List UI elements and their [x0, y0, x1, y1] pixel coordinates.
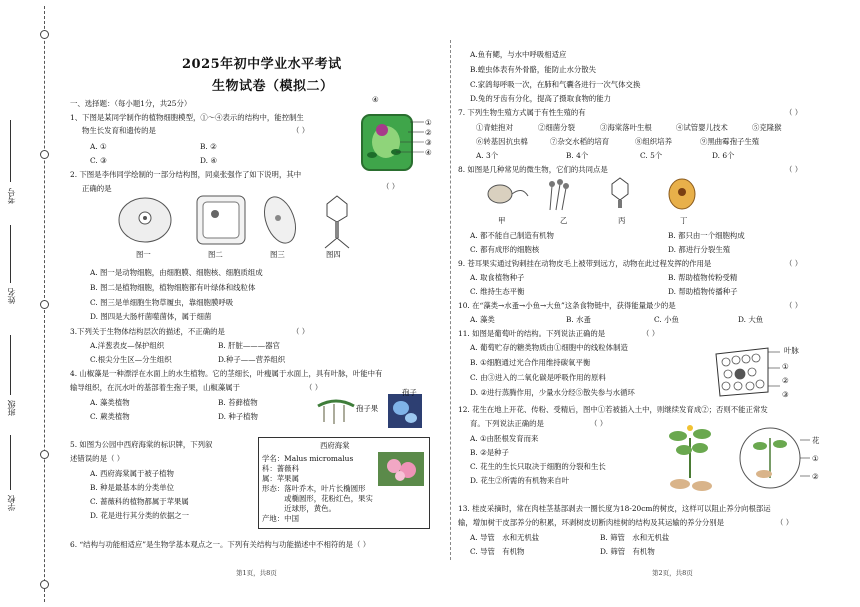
option: A. 3个 [476, 151, 499, 160]
page-divider [450, 40, 451, 560]
question-4-line: 输导组织，在沉水叶的基部着生孢子果，山椒藻属于 [70, 383, 240, 392]
school-label: 学校 [7, 495, 16, 511]
answer-bracket: （ ） [292, 126, 310, 135]
binding-hole [40, 30, 49, 39]
q7-item: ⑦杂交水稻的培育 [550, 137, 610, 146]
option: C. 5个 [640, 151, 663, 160]
microbe-label: 甲 [498, 216, 506, 225]
option: C. ③ [90, 156, 107, 165]
option: A. 葡萄贮存的糖类物质由①细胞中的线粒体制造 [470, 343, 628, 352]
option: B. 4个 [566, 151, 589, 160]
answer-bracket: （ ） [305, 383, 323, 392]
q7-item: ⑤克隆猴 [752, 123, 782, 132]
question-10: 10. 在“藻类→水蚤→小鱼→大鱼”这条食物链中，获得能量最少的是 [458, 301, 676, 310]
q7-item: ①青蛙抱对 [476, 123, 513, 132]
option: C. 花生的生长只取决于细胞的分裂和生长 [470, 462, 606, 471]
section-heading: 一、选择题：（每小题1分，共25分） [70, 99, 192, 108]
sign-line: 产地：中国 [262, 514, 299, 523]
question-9: 9. 苍耳果实通过钩刺挂在动物皮毛上被带到远方，动物在此过程发挥的作用是 [458, 259, 712, 268]
exam-no-line [10, 120, 11, 182]
peanut-plant-figure [660, 418, 810, 498]
question-11: 11. 如图是葡萄叶的结构。下列说法正确的是 [458, 329, 606, 338]
option: A. 藻类植物 [90, 398, 130, 407]
option: D. 图四是大肠杆菌噬菌体，属于细菌 [90, 312, 212, 321]
page-footer: 第2页，共8页 [652, 569, 693, 577]
answer-bracket: （ ） [785, 108, 803, 117]
question-13-line: 输，增加树干皮部养分的积累，环剥树皮切断肉桂树的结构及其运输的养分分别是 [458, 518, 725, 527]
school-line [10, 435, 11, 490]
option: A. ① [90, 142, 107, 151]
question-4-line: 4. 山椒藻是一种漂浮在水面上的水生植物。它的茎细长，叶瘦属于水面上，具有叶脉，叶能中有 [70, 369, 383, 378]
option: C. 小鱼 [654, 315, 679, 324]
option: D. 筛管 有机物 [600, 547, 655, 556]
question-1-line: 物生长发育和遗传的是 [82, 126, 156, 135]
question-3: 3.下列关于生物体结构层次的描述，不正确的是 [70, 327, 225, 336]
question-5-line: 5. 如图为公园中西府海棠的标识牌，下列叙 [70, 440, 213, 449]
option: A. ①由胚根发育而来 [470, 434, 539, 443]
option: D.兔的牙齿有分化，提高了摄取食物的能力 [470, 94, 612, 103]
exam-subtitle: 生物试卷（模拟二） [212, 79, 334, 94]
sign-line: 或椭圆形，花粉红色，果实 [262, 494, 373, 503]
class-line [10, 335, 11, 395]
binding-hole [40, 450, 49, 459]
answer-bracket: （ ） [785, 165, 803, 174]
option: A. 藻类 [470, 315, 495, 324]
option: D. 花是进行其分类的依据之一 [90, 511, 190, 520]
option: C. 维持生态平衡 [470, 287, 525, 296]
peanut-label: ① [812, 454, 819, 463]
q7-item: ③海棠落叶生根 [600, 123, 652, 132]
name-line [10, 225, 11, 283]
option: B. ②是种子 [470, 448, 509, 457]
sign-line: 形态：落叶乔木，叶片长椭圆形 [262, 484, 366, 493]
option: C.根尖分生区—分生组织 [90, 355, 172, 364]
answer-bracket: （ ） [292, 327, 310, 336]
option: D. 种子植物 [218, 412, 258, 421]
option: C.家鸽每呼吸一次，在肺和气囊各进行一次气体交换 [470, 80, 641, 89]
option: B. 都只由一个细胞构成 [668, 231, 745, 240]
class-label: 班级 [7, 400, 16, 416]
page-footer: 第1页，共8页 [236, 569, 277, 577]
q7-item: ⑨黑曲霉孢子生殖 [700, 137, 760, 146]
q7-item: ⑥转基因抗虫棉 [476, 137, 528, 146]
cell-label: ② [425, 128, 432, 137]
option: D. 帮助植物传播种子 [668, 287, 738, 296]
option: A. 图一是动物细胞，由细胞膜、细胞核、细胞质组成 [90, 268, 263, 277]
microbes-figure [470, 176, 700, 216]
answer-bracket: （ ） [785, 301, 803, 310]
cell-label: ① [425, 118, 432, 127]
option: C. 图三是单细胞生物草履虫，靠细胞膜呼吸 [90, 298, 234, 307]
leaf-label: ③ [782, 390, 789, 399]
option: D. 花生②所需的有机物来自叶 [470, 476, 570, 485]
leaf-label: 叶脉 [784, 346, 799, 355]
option: B. 水蚤 [566, 315, 591, 324]
exam-no-label: 考号 [7, 188, 16, 204]
question-13-line: 13. 桂皮采摘时，常在肉桂茎基部剥去一圈长度为18-20cm的树皮，这样可以阻止养分向根部运 [458, 504, 771, 513]
option: C. 导管 有机物 [470, 547, 525, 556]
flower-photo [378, 452, 424, 486]
figure-caption: 图三 [270, 250, 285, 259]
sign-line: 学名：Malus micromalus [262, 454, 354, 463]
option: B.蝗虫体表有外骨骼，能防止水分散失 [470, 65, 597, 74]
option: D. ④ [200, 156, 217, 165]
q7-item: ④试管婴儿技术 [676, 123, 728, 132]
figure-caption: 图二 [208, 250, 223, 259]
cell-label: ③ [425, 138, 432, 147]
q7-item: ②细菌分裂 [538, 123, 575, 132]
sign-line: 科：蔷薇科 [262, 464, 299, 473]
q7-item: ⑧组织培养 [635, 137, 672, 146]
option: B. 种是最基本的分类单位 [90, 483, 175, 492]
sign-title: 西府海棠 [320, 441, 350, 450]
option: B. ② [200, 142, 217, 151]
question-6: 6. “结构与功能相适应”是生物学基本观点之一。下列有关结构与功能描述中不相符的是（ ） [70, 540, 371, 549]
leaf-label: ② [782, 376, 789, 385]
option: A.鱼有鳃，与水中呼吸相适应 [470, 50, 567, 59]
option: D. ②进行蒸腾作用，少量水分经⑤散失参与水循环 [470, 388, 635, 397]
option: D.种子——营养组织 [218, 355, 286, 364]
option: A. 都不能自己制造有机物 [470, 231, 554, 240]
binding-hole [40, 580, 49, 589]
figure-caption: 图一 [136, 250, 151, 259]
figure-caption: 图四 [326, 250, 341, 259]
question-2-line: 正确的是 [82, 184, 112, 193]
option: C. 由③进入的二氧化碳是呼吸作用的原料 [470, 373, 606, 382]
option: C. 蔷薇科的植物都属于苹果属 [90, 497, 189, 506]
option: A. 导管 水和无机盐 [470, 533, 540, 542]
question-12-line: 育。下列说法正确的是 [470, 419, 544, 428]
binding-gutter [0, 0, 62, 607]
sign-line: 近球形，黄色。 [262, 504, 336, 513]
answer-bracket: （ ） [776, 518, 794, 527]
option: B. 苔藓植物 [218, 398, 258, 407]
sign-line: 属：苹果属 [262, 474, 299, 483]
exam-title: 2025年初中学业水平考试 [182, 57, 342, 72]
option: D. 6个 [712, 151, 735, 160]
option: B. 筛管 水和无机盐 [600, 533, 670, 542]
option: B. 帮助植物传粉受精 [668, 273, 738, 282]
option: B. ①细胞通过光合作用维持碳氧平衡 [470, 358, 591, 367]
question-8: 8. 如图是几种常见的微生物，它们的共同点是 [458, 165, 608, 174]
leaf-label: ① [782, 362, 789, 371]
cell-label: ④ [425, 148, 432, 157]
question-5-line: 述错误的是（ ） [70, 454, 125, 463]
binding-hole [40, 150, 49, 159]
microbe-label: 丙 [618, 216, 626, 225]
option: B. 图二是植物细胞，植物细胞都有叶绿体和线粒体 [90, 283, 256, 292]
leaf-section-figure [712, 344, 772, 398]
spore-fruit-label: 孢子果 [356, 404, 379, 413]
answer-bracket: （ ） [382, 182, 400, 191]
spore-label: 孢子 [402, 388, 417, 397]
question-7: 7. 下列生物生殖方式属于有性生殖的有 [458, 108, 586, 117]
answer-bracket: （ ） [785, 259, 803, 268]
option: D. 都进行分裂生殖 [668, 245, 731, 254]
question-2-line: 2. 下图是李伟同学绘制的一部分结构图，同桌张强作了如下说明，其中 [70, 170, 302, 179]
answer-bracket: （ ） [642, 329, 660, 338]
answer-bracket: （ ） [590, 419, 608, 428]
option: C. 蕨类植物 [90, 412, 130, 421]
peanut-label: 花 [812, 436, 820, 445]
option: B. 肝脏———器官 [218, 341, 280, 350]
microbe-label: 丁 [680, 216, 688, 225]
question-1-line: 1、下图是某同学制作的植物细胞模型，①～④表示的结构中，能控制生 [70, 113, 304, 122]
option: D. 大鱼 [738, 315, 764, 324]
name-label: 姓名 [7, 288, 16, 304]
option: A. 取食植物种子 [470, 273, 525, 282]
binding-hole [40, 300, 49, 309]
question-12-line: 12. 花生在地上开花、传粉、受精后，图中①若被插入土中，则继续发育成②；否则不能正常发 [458, 405, 768, 414]
cell-label: ④ [372, 95, 379, 104]
microbe-label: 乙 [560, 216, 568, 225]
option: C. 都有成形的细胞核 [470, 245, 540, 254]
peanut-label: ② [812, 472, 819, 481]
q2-figures [115, 192, 360, 254]
option: A.洋葱表皮—保护组织 [90, 341, 165, 350]
option: A. 西府海棠属于被子植物 [90, 469, 174, 478]
